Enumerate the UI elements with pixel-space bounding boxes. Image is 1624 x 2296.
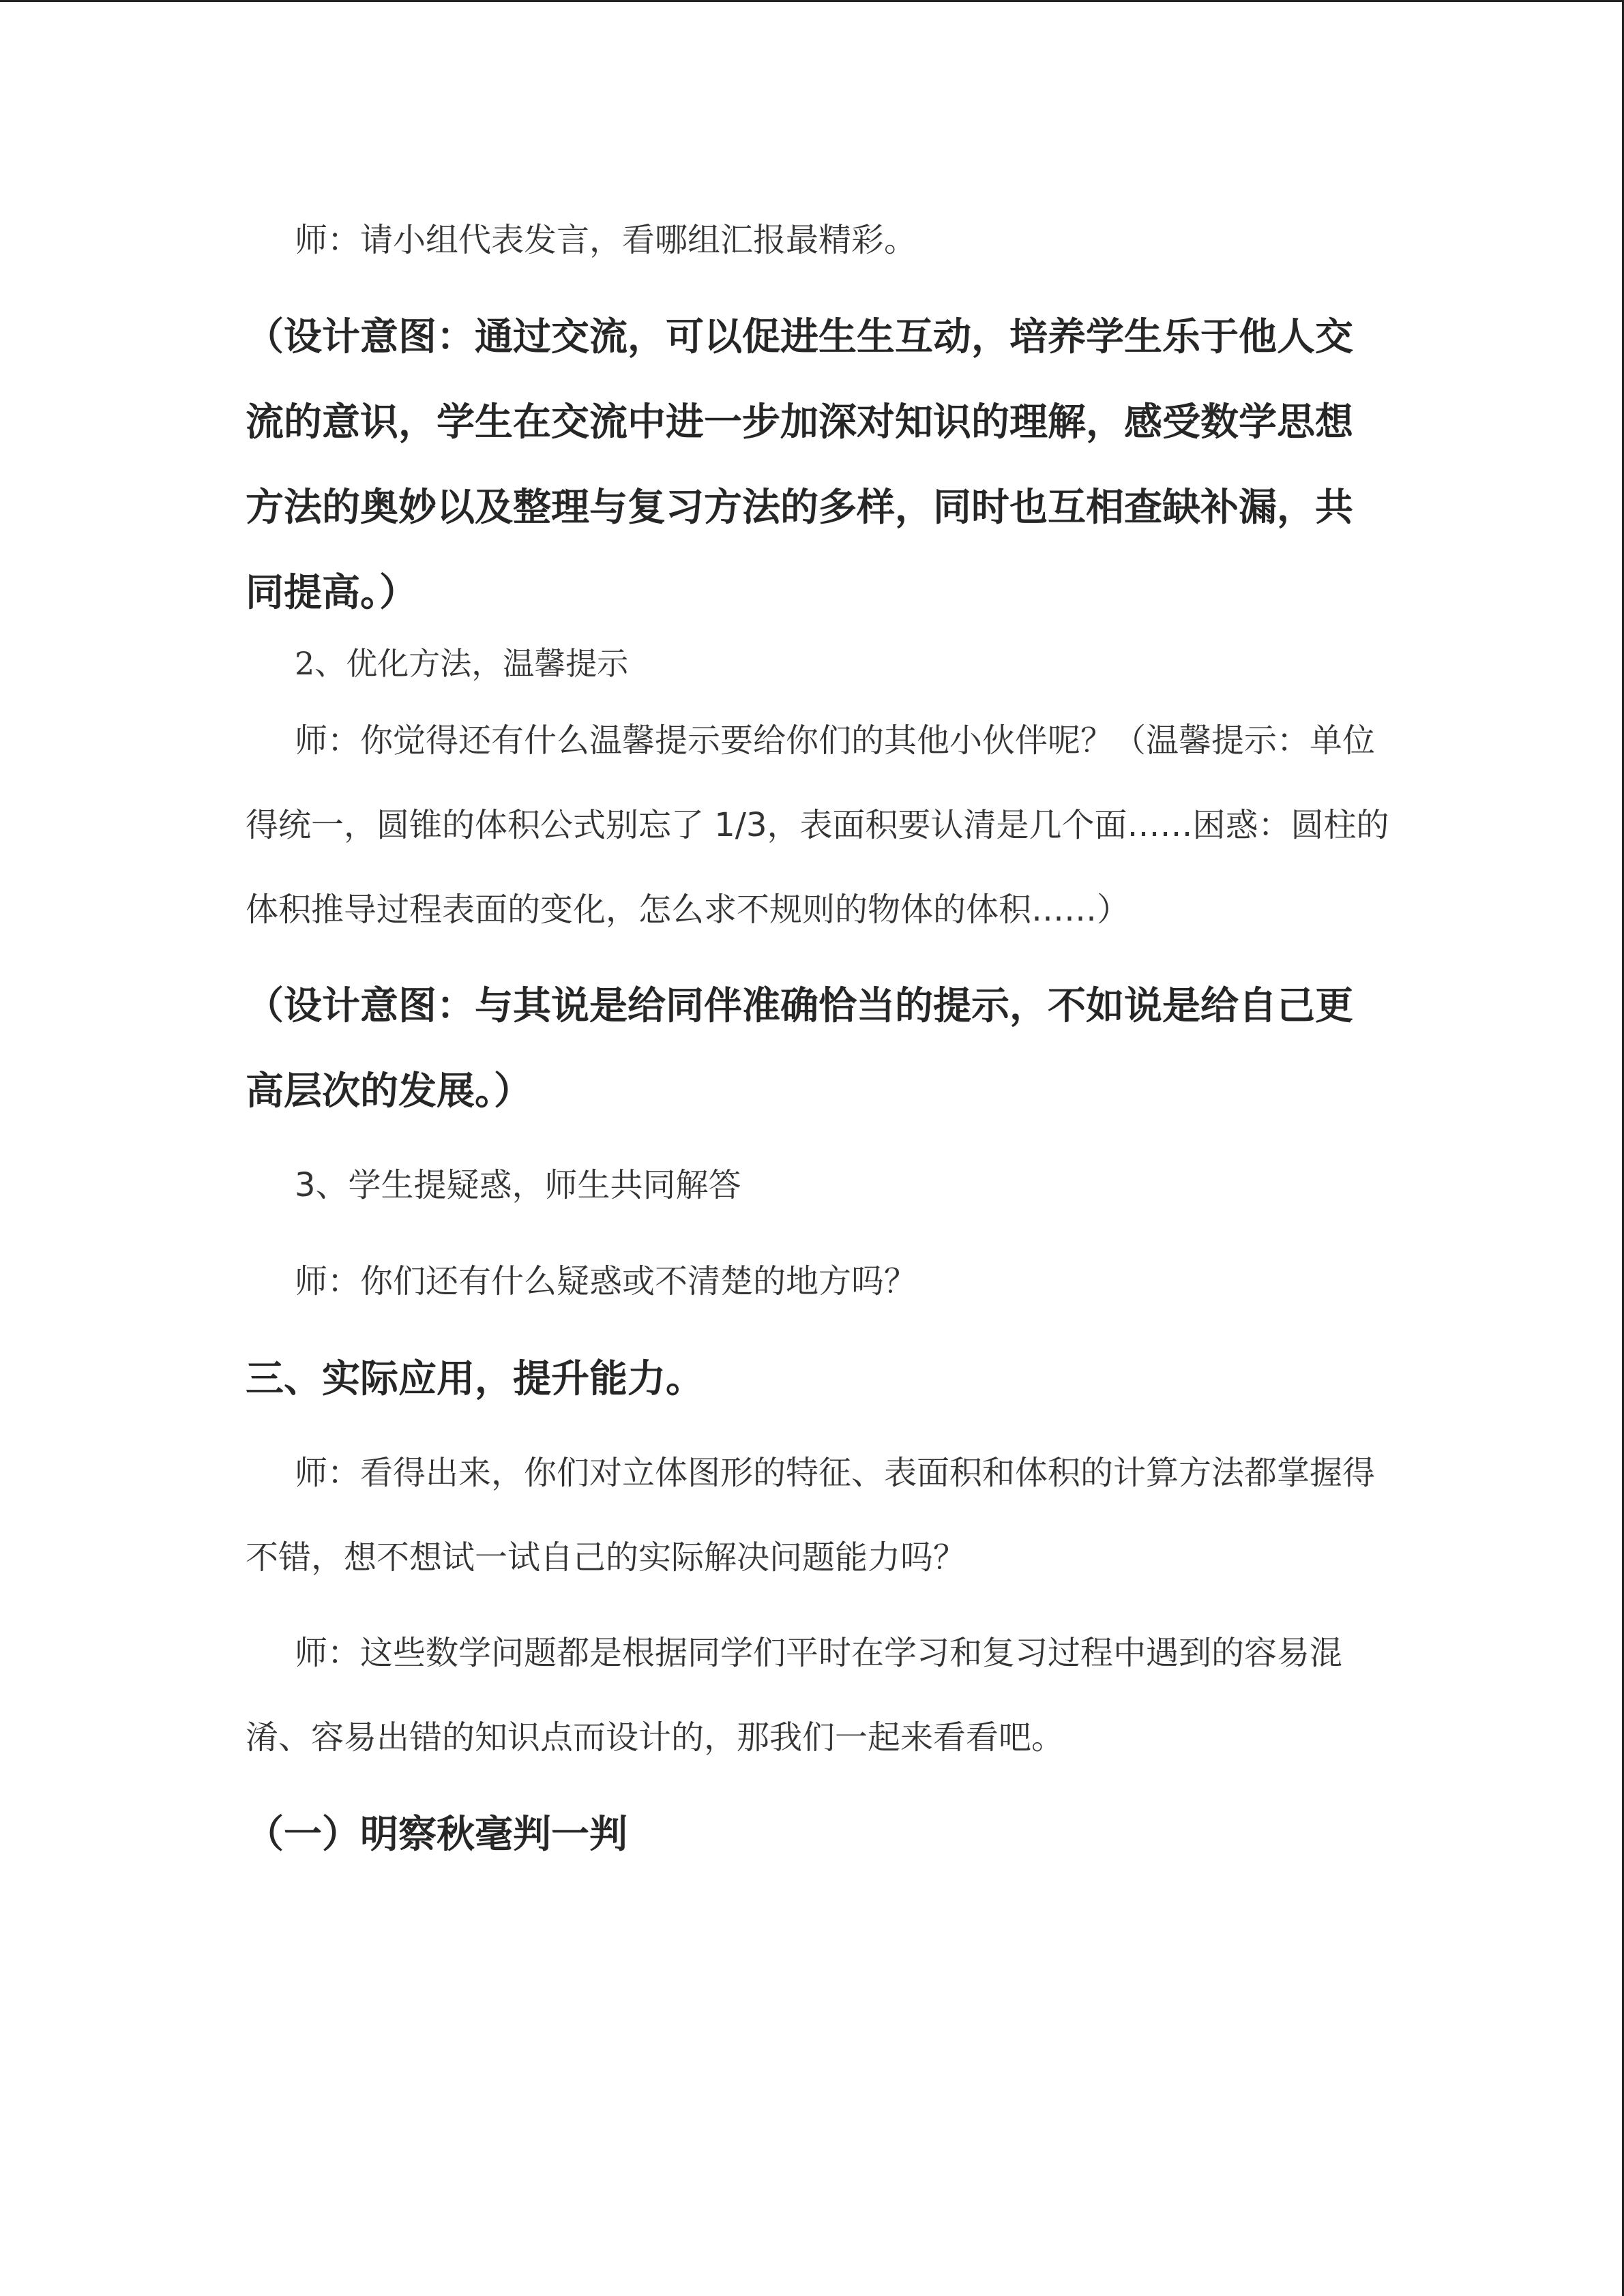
teacher-tips-line-1: 师：你觉得还有什么温馨提示要给你们的其他小伙伴呢？（温馨提示：单位 [295, 721, 1376, 760]
teacher-problems-line-2: 淆、容易出错的知识点而设计的，那我们一起来看看吧。 [246, 1718, 1065, 1757]
design-intent-2-line-1: （设计意图：与其说是给同伴准确恰当的提示，不如说是给自己更 [246, 984, 1353, 1028]
design-intent-1-line-2: 流的意识，学生在交流中进一步加深对知识的理解，感受数学思想 [246, 400, 1353, 445]
section-heading-practical-application: 三、实际应用，提升能力。 [246, 1357, 704, 1401]
design-intent-1-line-4: 同提高。） [246, 571, 417, 615]
teacher-application-line-1: 师：看得出来，你们对立体图形的特征、表面积和体积的计算方法都掌握得 [295, 1454, 1376, 1492]
subsection-heading-true-false: （一）明察秋毫判一判 [246, 1813, 628, 1857]
design-intent-1-line-1: （设计意图：通过交流，可以促进生生互动，培养学生乐于他人交 [246, 315, 1353, 359]
teacher-tips-line-3: 体积推导过程表面的变化，怎么求不规则的物体的体积……） [246, 891, 1130, 929]
teacher-any-questions: 师：你们还有什么疑惑或不清楚的地方吗？ [295, 1262, 917, 1300]
teacher-problems-line-1: 师：这些数学问题都是根据同学们平时在学习和复习过程中遇到的容易混 [295, 1634, 1343, 1672]
teacher-application-line-2: 不错，想不想试一试自己的实际解决问题能力吗？ [246, 1538, 966, 1577]
design-intent-1-line-3: 方法的奥妙以及整理与复习方法的多样，同时也互相查缺补漏，共 [246, 486, 1353, 530]
design-intent-2-line-2: 高层次的发展。） [246, 1069, 532, 1114]
subheading-optimize-methods: 2、优化方法，温馨提示 [295, 645, 629, 682]
teacher-line-group-report: 师：请小组代表发言，看哪组汇报最精彩。 [295, 221, 917, 259]
teacher-tips-line-2: 得统一，圆锥的体积公式别忘了 1/3，表面积要认清是几个面……困惑：圆柱的 [246, 806, 1389, 844]
subheading-student-questions: 3、学生提疑惑，师生共同解答 [295, 1166, 741, 1204]
